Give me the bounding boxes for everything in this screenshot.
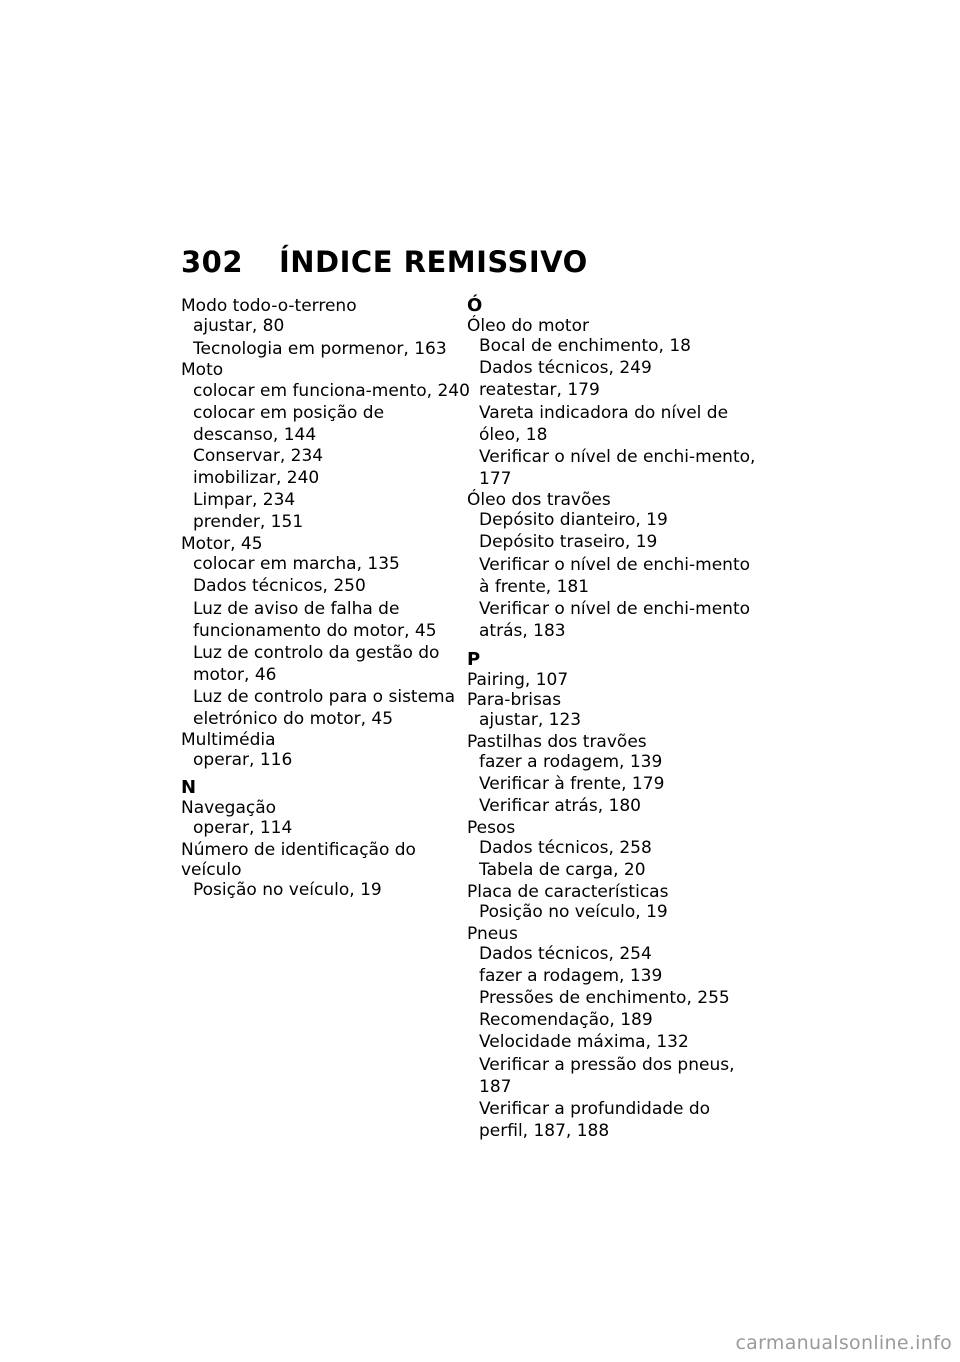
index-letter-heading: P <box>467 649 481 670</box>
index-subentry: Luz de aviso de falha de funcionamento do motor, 45 <box>193 599 437 641</box>
index-entry <box>467 732 757 816</box>
index-entry <box>181 840 471 900</box>
index-subentry: imobilizar, 240 <box>193 468 320 488</box>
index-subentry: colocar em posição de descanso, 144 <box>193 403 385 445</box>
index-subentry: Dados técnicos, 258 <box>479 838 652 858</box>
index-subentry: prender, 151 <box>193 512 304 532</box>
index-term: Modo todo-o-terreno <box>181 296 357 316</box>
index-term: Pastilhas dos travões <box>467 732 647 752</box>
index-subentry: Luz de controlo da gestão do motor, 46 <box>193 643 440 685</box>
index-subentry: Recomendação, 189 <box>479 1010 653 1030</box>
index-subentries <box>467 902 757 922</box>
index-column-right <box>467 296 757 1142</box>
index-subentry: Depósito dianteiro, 19 <box>479 510 668 530</box>
index-subentry: reatestar, 179 <box>479 380 600 400</box>
index-subentry: fazer a rodagem, 139 <box>479 966 663 986</box>
watermark: carmanualsonline.info <box>735 1332 952 1354</box>
index-entry <box>181 798 471 838</box>
index-subentry: Vareta indicadora do nível de óleo, 18 <box>479 403 729 445</box>
index-subentry: colocar em funciona-mento, 240 <box>193 381 470 401</box>
index-term: Moto <box>181 360 224 380</box>
index-subentry: Velocidade máxima, 132 <box>479 1032 689 1052</box>
index-subentries <box>181 554 471 730</box>
index-term: Óleo do motor <box>467 316 589 336</box>
index-subentry: colocar em marcha, 135 <box>193 554 400 574</box>
index-subentry: Verificar a profundidade do perfil, 187, 188 <box>479 1099 711 1141</box>
index-subentry: Tabela de carga, 20 <box>479 860 646 880</box>
index-subentry: ajustar, 80 <box>193 316 285 336</box>
index-entry <box>181 296 471 360</box>
index-subentry: Dados técnicos, 250 <box>193 576 366 596</box>
index-subentry: Verificar o nível de enchi-mento atrás, 183 <box>479 599 751 641</box>
index-subentry: Bocal de enchimento, 18 <box>479 336 691 356</box>
index-subentry: operar, 116 <box>193 750 293 770</box>
index-subentry: Verificar à frente, 179 <box>479 774 665 794</box>
index-entry <box>181 534 471 730</box>
index-subentry: Luz de controlo para o sistema eletrónico do motor, 45 <box>193 687 456 729</box>
index-subentry: Pressões de enchimento, 255 <box>479 988 730 1008</box>
index-subentries <box>181 818 471 838</box>
index-term: Motor, 45 <box>181 534 263 554</box>
index-subentry: fazer a rodagem, 139 <box>479 752 663 772</box>
index-subentries <box>181 750 471 770</box>
page-header <box>181 245 588 279</box>
index-term: Para-brisas <box>467 690 562 710</box>
index-subentries <box>467 710 757 730</box>
page-number: 302 <box>181 245 244 279</box>
index-term: Placa de características <box>467 882 669 902</box>
index-subentry: Dados técnicos, 254 <box>479 944 652 964</box>
index-subentry: Depósito traseiro, 19 <box>479 532 658 552</box>
index-subentry: Verificar o nível de enchi-mento, 177 <box>479 447 756 489</box>
index-subentries <box>467 752 757 816</box>
index-subentry: Posição no veículo, 19 <box>193 880 382 900</box>
index-subentries <box>467 336 757 490</box>
index-subentry: Posição no veículo, 19 <box>479 902 668 922</box>
index-subentry: Verificar o nível de enchi-mento à frente, 181 <box>479 555 751 597</box>
index-subentry: Conservar, 234 <box>193 446 324 466</box>
index-letter-heading: Ó <box>467 295 483 316</box>
index-subentries <box>181 316 471 360</box>
page-title: ÍNDICE REMISSIVO <box>279 245 588 279</box>
index-entry <box>467 316 757 490</box>
index-subentries <box>181 880 471 900</box>
index-subentry: Tecnologia em pormenor, 163 <box>193 339 447 359</box>
index-entry <box>467 882 757 922</box>
index-subentry: Verificar a pressão dos pneus, 187 <box>479 1055 735 1097</box>
index-term: Óleo dos travões <box>467 490 611 510</box>
index-term: Pneus <box>467 924 518 944</box>
index-entry <box>181 360 471 532</box>
index-subentry: operar, 114 <box>193 818 293 838</box>
index-subentry: Limpar, 234 <box>193 490 296 510</box>
index-entry <box>467 924 757 1142</box>
index-subentries <box>467 838 757 880</box>
index-term: Número de identificação do veículo <box>181 840 416 880</box>
index-subentry: ajustar, 123 <box>479 710 582 730</box>
index-subentry: Verificar atrás, 180 <box>479 796 641 816</box>
index-entry <box>181 730 471 770</box>
index-term: Multimédia <box>181 730 276 750</box>
index-term: Pairing, 107 <box>467 670 569 690</box>
index-subentries <box>467 510 757 642</box>
index-subentries <box>181 380 471 532</box>
index-subentry: Dados técnicos, 249 <box>479 358 652 378</box>
index-entry <box>467 490 757 642</box>
index-term: Navegação <box>181 798 277 818</box>
index-entry <box>467 670 757 690</box>
index-entry <box>467 818 757 880</box>
index-letter-heading: N <box>181 777 197 798</box>
index-column-left <box>181 296 471 902</box>
index-subentries <box>467 944 757 1142</box>
index-term: Pesos <box>467 818 516 838</box>
index-entry <box>467 690 757 730</box>
